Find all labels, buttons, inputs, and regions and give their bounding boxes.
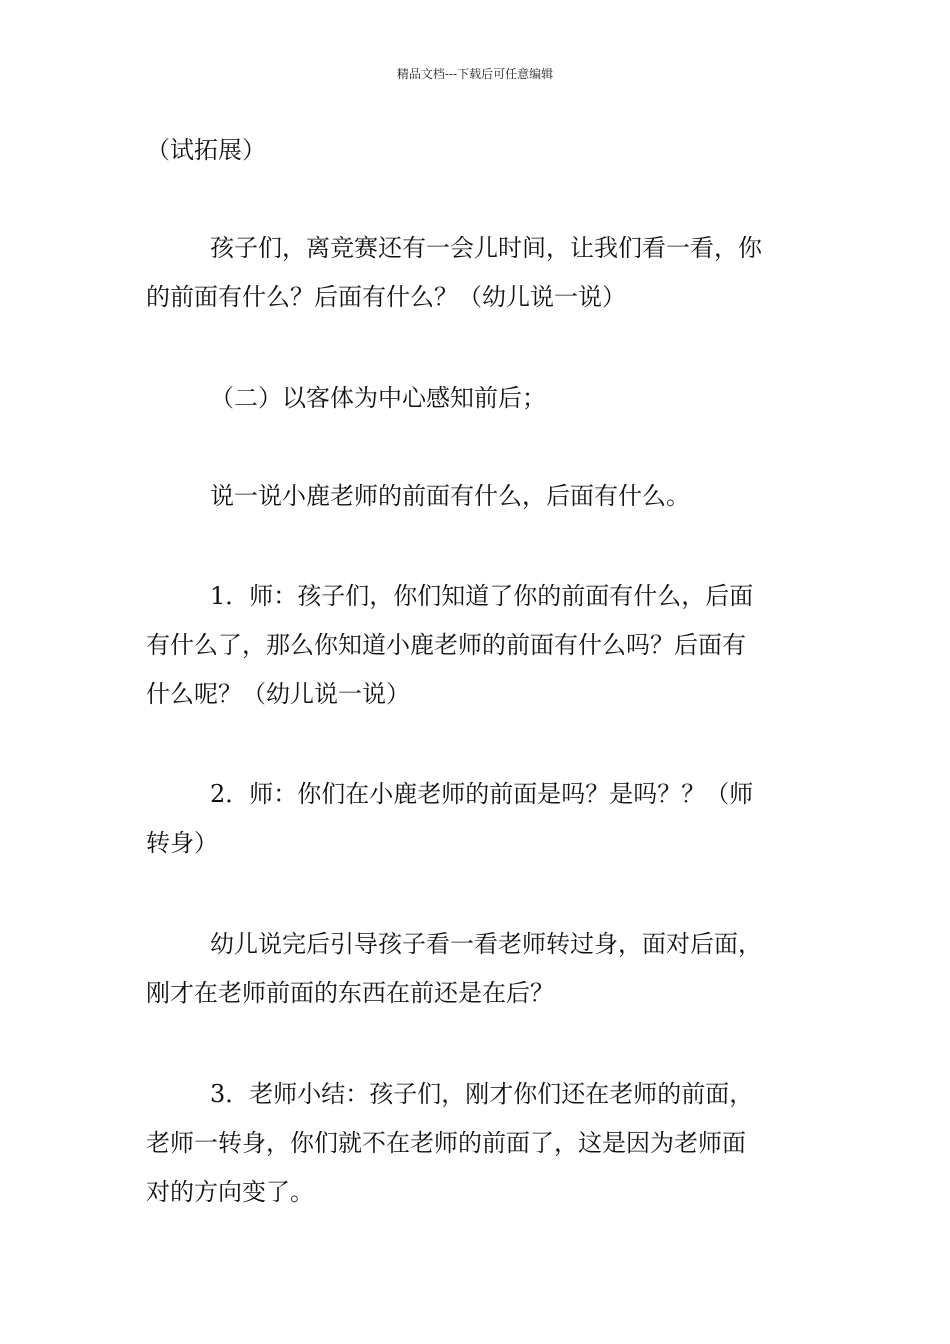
- text-line: 老师一转身，你们就不在老师的前面了，这是因为老师面: [146, 1129, 746, 1157]
- text-line: （试拓展）: [146, 136, 266, 164]
- text-line: 1．师：孩子们，你们知道了你的前面有什么，后面: [210, 582, 754, 610]
- text-line: 转身）: [146, 829, 218, 857]
- text-line: 对的方向变了。: [146, 1178, 314, 1206]
- section-heading: [146, 374, 811, 423]
- paragraph-prompt: [146, 472, 811, 521]
- paragraph-extension: [146, 126, 811, 175]
- paragraph-step-1: [146, 572, 811, 719]
- text-line: 说一说小鹿老师的前面有什么，后面有什么。: [210, 482, 690, 510]
- text-line: 3．老师小结：孩子们，刚才你们还在老师的前面，: [210, 1080, 754, 1108]
- paragraph-guidance: [146, 920, 811, 1018]
- paragraph-step-2: [146, 770, 811, 868]
- paragraph-intro: [146, 224, 811, 322]
- text-line: （二）以客体为中心感知前后；: [210, 384, 546, 412]
- text-line: 2．师：你们在小鹿老师的前面是吗？是吗？？（师: [210, 780, 754, 808]
- page-header: 精品文档---下载后可任意编辑: [396, 67, 554, 81]
- text-line: 幼儿说完后引导孩子看一看老师转过身，面对后面，: [210, 930, 762, 958]
- text-line: 孩子们，离竞赛还有一会儿时间，让我们看一看，你: [210, 234, 762, 262]
- text-line: 的前面有什么？后面有什么？（幼儿说一说）: [146, 283, 626, 311]
- text-line: 什么呢？（幼儿说一说）: [146, 680, 410, 708]
- text-line: 刚才在老师前面的东西在前还是在后？: [146, 979, 554, 1007]
- text-line: 有什么了，那么你知道小鹿老师的前面有什么吗？后面有: [146, 631, 746, 659]
- paragraph-step-3: [146, 1070, 811, 1217]
